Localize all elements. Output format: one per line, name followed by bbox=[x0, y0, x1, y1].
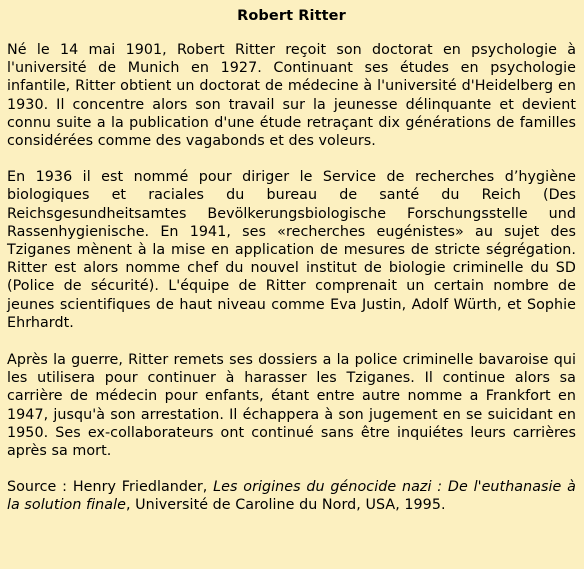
paragraph-biography-1936: En 1936 il est nommé pour diriger le Service de recherches d’hygiène biologiques et raciales du bureau de santé du Reich (Des Reichsgesundheitsamtes Bevölkerungsbiologische Forschungsstelle und Rassenhygienische. En 1941, ses «recherches eugénistes» au sujet des Tziganes mènent à la mise en application de mesures de stricte ségrégation. Ritter est alors nomme chef du nouvel institut de biologie criminelle du SD (Police de sécurité). L'équipe de Ritter comprenait un certain nombre de jeunes scientifiques de haut niveau comme Eva Justin, Adolf Würth, et Sophie Ehrhardt. bbox=[7, 169, 576, 331]
paragraph-biography-after-war: Après la guerre, Ritter remets ses dossiers a la police criminelle bavaroise qui les utilisera pour continuer à harasser les Tziganes. Il continue alors sa carrière de médecin pour enfants, étant entre autre nomme a Frankfort en 1947, jusqu'à son arrestation. Il échappera à son jugement en se suicidant en 1950. Ses ex-collaborateurs ont continué sans être inquiétes leurs carrières après sa mort. bbox=[7, 352, 576, 460]
source-citation bbox=[7, 478, 576, 514]
source-prefix: Source : Henry Friedlander, bbox=[7, 479, 214, 496]
document-title: Robert Ritter bbox=[237, 8, 346, 24]
source-book-title: Les origines du génocide nazi : De l'euthanasie à la solution finale bbox=[7, 479, 576, 514]
paragraph-biography-early: Né le 14 mai 1901, Robert Ritter reçoit son doctorat en psychologie à l'université de Munich en 1927. Continuant ses études en psychologie infantile, Ritter obtient un doctorat de médecine à l'université d'Heidelberg en 1930. Il concentre alors son travail sur la jeunesse délinquante et devient connu suite a la publication d'une étude retraçant dix générations de familles considérées comme des vagabonds et des voleurs. bbox=[7, 42, 576, 150]
source-suffix: , Université de Caroline du Nord, USA, 1995. bbox=[125, 497, 446, 514]
